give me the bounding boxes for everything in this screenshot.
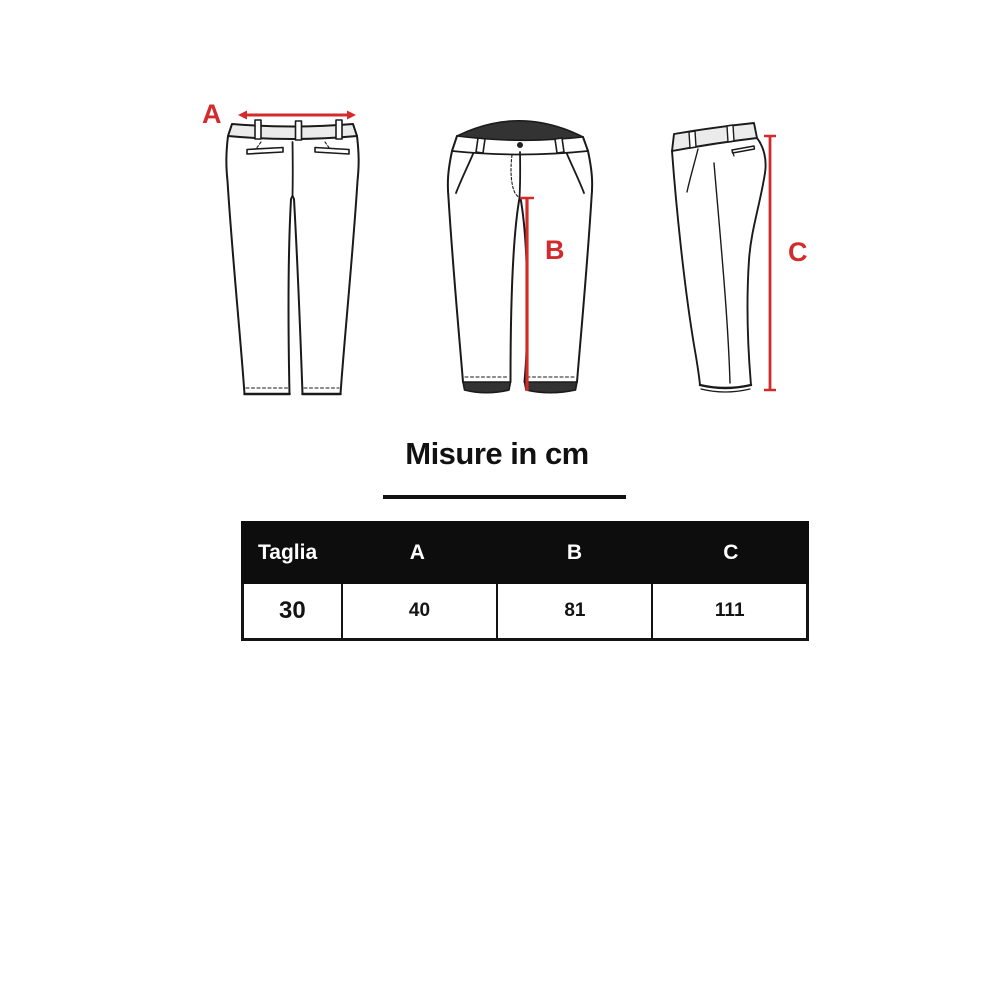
measure-line-c bbox=[764, 136, 776, 390]
waist-button bbox=[517, 142, 523, 148]
page-title: Misure in cm bbox=[405, 436, 589, 471]
size-table bbox=[241, 521, 809, 641]
back-pocket bbox=[732, 146, 755, 153]
cell-taglia-value: 30 bbox=[278, 597, 306, 624]
pants-back-view bbox=[225, 103, 360, 403]
title-underline bbox=[383, 495, 626, 499]
size-table-header-row bbox=[241, 521, 809, 584]
measure-label-c: C bbox=[788, 237, 808, 267]
header-cell-b: B bbox=[566, 540, 582, 564]
size-table-row bbox=[241, 584, 809, 641]
back-pockets bbox=[247, 148, 349, 155]
measure-label-a: A bbox=[202, 99, 222, 129]
cell-c-value: 111 bbox=[651, 584, 806, 638]
pants-side-view bbox=[670, 115, 780, 400]
cell-b-value: 81 bbox=[496, 584, 651, 638]
header-cell-a: A bbox=[409, 540, 425, 564]
pants-front-view bbox=[445, 110, 595, 400]
header-cell-c: C bbox=[723, 540, 739, 564]
measure-label-b: B bbox=[545, 235, 565, 265]
header-cell-taglia: Taglia bbox=[258, 540, 318, 564]
cell-a-value: 40 bbox=[341, 584, 497, 638]
measure-line-b bbox=[520, 198, 534, 391]
